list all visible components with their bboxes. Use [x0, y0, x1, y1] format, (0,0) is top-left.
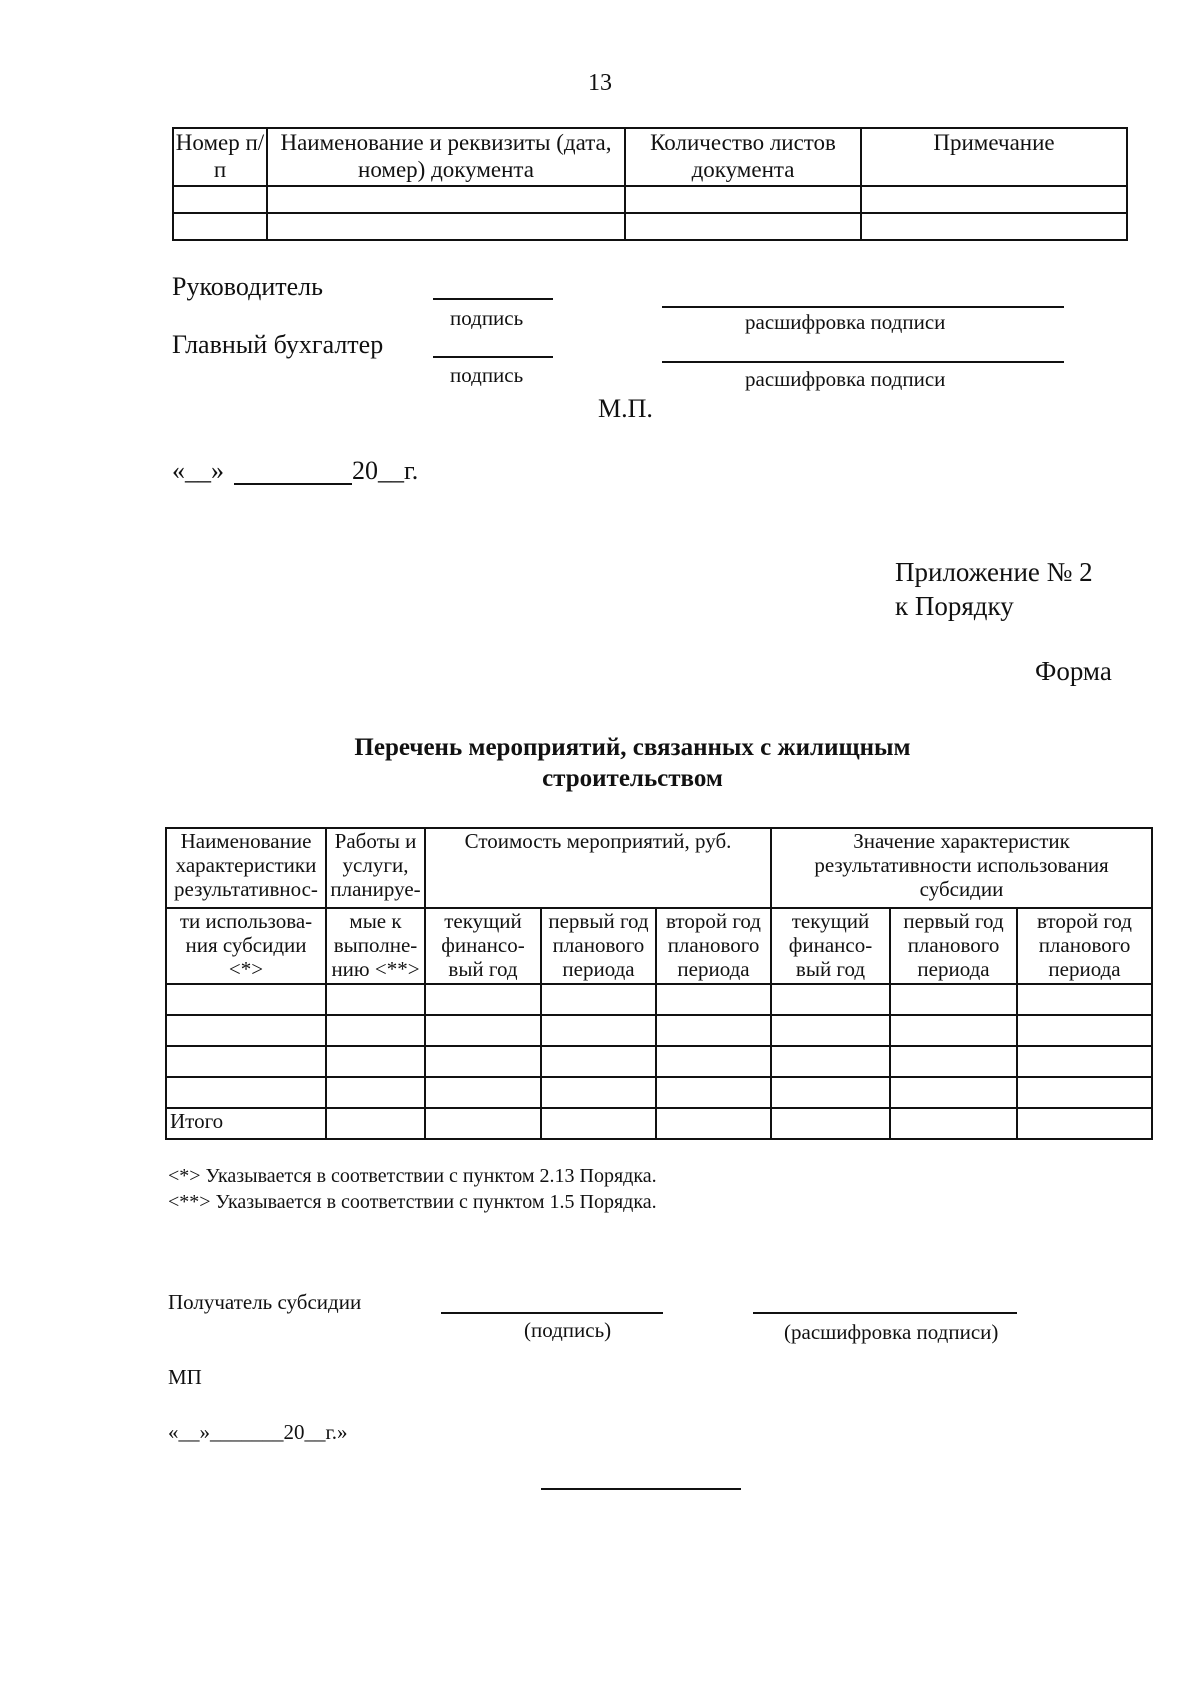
- header-works-bottom: мые к выполне-нию <**>: [326, 908, 425, 984]
- appendix-order: к Порядку: [895, 591, 1014, 621]
- documents-table: [172, 127, 1128, 241]
- header-number: Номер п/п: [173, 128, 267, 186]
- form-label: Форма: [1035, 656, 1112, 686]
- page-number: 13: [588, 70, 612, 96]
- header-characteristic-top: Наименование характеристики результативнос-: [166, 828, 326, 908]
- header-characteristic-bottom: ти использова-ния субсидии <*>: [166, 908, 326, 984]
- footnotes: [168, 1163, 657, 1215]
- accountant-signature-line[interactable]: [433, 356, 553, 358]
- recipient-seal: МП: [168, 1365, 202, 1389]
- measures-table-header-top: [166, 828, 1152, 908]
- footnote-2: <**> Указывается в соответствии с пунктом 1.5 Порядка.: [168, 1191, 657, 1213]
- table-row: [166, 1046, 1152, 1077]
- date-open: «__»: [172, 456, 224, 485]
- appendix-number: Приложение № 2: [895, 557, 1093, 587]
- end-divider: [541, 1488, 741, 1490]
- accountant-label: Главный бухгалтер: [172, 330, 384, 359]
- measures-table: [165, 827, 1153, 1140]
- head-decode-caption: расшифровка подписи: [745, 310, 946, 334]
- header-value-first-year: первый год планового периода: [890, 908, 1017, 984]
- header-cost-group: Стоимость мероприятий, руб.: [425, 828, 771, 908]
- header-values-group: Значение характеристик результативности использования субсидии: [771, 828, 1152, 908]
- head-signature-caption: подпись: [450, 306, 524, 330]
- title-line-1: Перечень мероприятий, связанных с жилищным: [354, 734, 911, 761]
- measures-table-header-bottom: [166, 908, 1152, 984]
- table-row: [173, 213, 1127, 240]
- header-document-name: Наименование и реквизиты (дата, номер) документа: [267, 128, 625, 186]
- header-note: Примечание: [861, 128, 1127, 186]
- table-row: [173, 186, 1127, 213]
- head-label: Руководитель: [172, 272, 323, 301]
- recipient-signature-caption: (подпись): [524, 1318, 612, 1342]
- table-row: [166, 1015, 1152, 1046]
- recipient-signature-line[interactable]: [441, 1312, 663, 1314]
- header-value-second-year: второй год планового периода: [1017, 908, 1152, 984]
- accountant-decode-caption: расшифровка подписи: [745, 367, 946, 391]
- recipient-date: «__»_______20__г.»: [168, 1420, 348, 1444]
- date-year: 20__г.: [352, 456, 419, 485]
- head-decode-line[interactable]: [662, 306, 1064, 308]
- header-value-current-year: текущий финансо-вый год: [771, 908, 890, 984]
- total-label: Итого: [166, 1108, 326, 1139]
- title-line-2: строительством: [542, 765, 723, 792]
- total-row: [166, 1108, 1152, 1139]
- documents-table-header: [173, 128, 1127, 186]
- header-cost-current-year: текущий финансо-вый год: [425, 908, 541, 984]
- date-month-line[interactable]: [234, 483, 352, 485]
- accountant-signature-caption: подпись: [450, 363, 524, 387]
- header-works-top: Работы и услуги, планируе-: [326, 828, 425, 908]
- header-cost-first-year: первый год планового периода: [541, 908, 656, 984]
- page-title: [0, 732, 1200, 794]
- accountant-decode-line[interactable]: [662, 361, 1064, 363]
- table-row: [166, 1077, 1152, 1108]
- recipient-decode-caption: (расшифровка подписи): [784, 1320, 999, 1344]
- recipient-label: Получатель субсидии: [168, 1290, 362, 1314]
- recipient-decode-line[interactable]: [753, 1312, 1017, 1314]
- seal-mark: М.П.: [598, 394, 653, 423]
- header-sheet-count: Количество листов документа: [625, 128, 861, 186]
- table-row: [166, 984, 1152, 1015]
- header-cost-second-year: второй год планового периода: [656, 908, 771, 984]
- footnote-1: <*> Указывается в соответствии с пунктом 2.13 Порядка.: [168, 1165, 657, 1187]
- head-signature-line[interactable]: [433, 298, 553, 300]
